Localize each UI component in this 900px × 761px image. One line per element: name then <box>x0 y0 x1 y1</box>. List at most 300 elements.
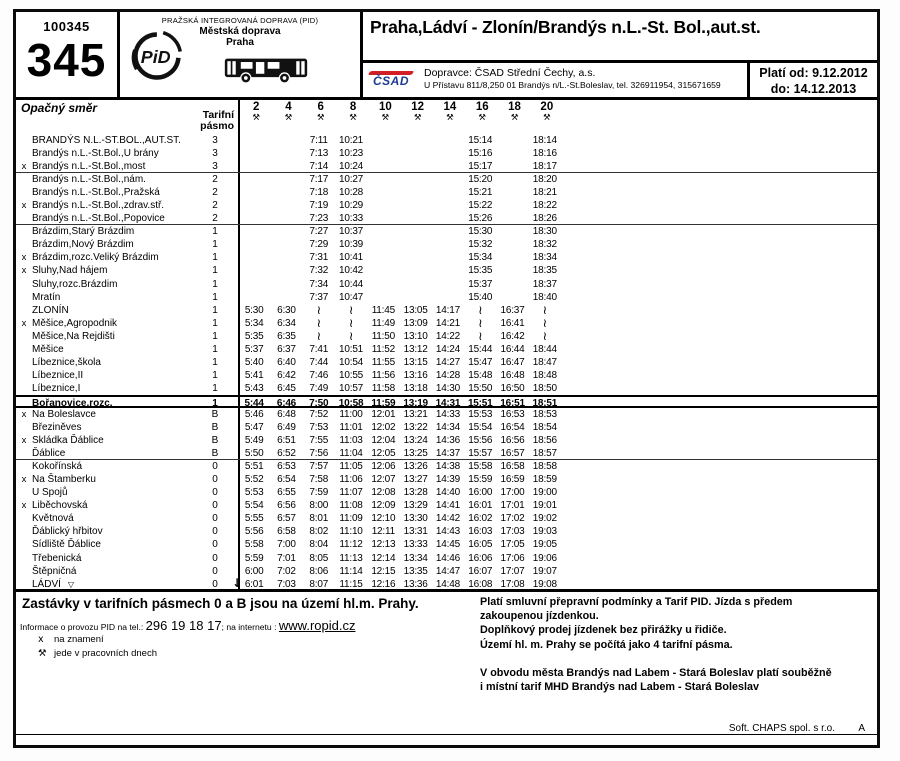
time-cell: 14:33 <box>435 409 460 420</box>
time-cell: 7:58 <box>309 474 329 486</box>
time-cell: 12:06 <box>371 461 396 473</box>
zone-value: 1 <box>212 239 218 251</box>
route-skip-symbol: ≀ <box>542 329 547 344</box>
time-cell: 7:02 <box>277 565 296 577</box>
time-cell: 6:51 <box>277 435 296 447</box>
route-skip-symbol: ≀ <box>316 303 321 318</box>
time-cell: 13:05 <box>403 304 428 316</box>
time-cell: 6:49 <box>277 422 296 434</box>
time-cell: 5:54 <box>244 500 264 512</box>
time-cell: 14:21 <box>435 317 460 329</box>
time-cell: 18:17 <box>532 161 557 173</box>
zone-value: B <box>211 409 219 420</box>
time-cell: 15:53 <box>468 409 493 420</box>
route-skip-symbol: ≀ <box>348 329 354 344</box>
time-cell: 11:55 <box>371 356 395 368</box>
time-cell: 15:26 <box>468 213 493 225</box>
hour-label: 18 <box>508 101 521 113</box>
stop-name: Květnová <box>32 513 74 525</box>
time-cell: 15:44 <box>468 343 493 355</box>
time-cell: 10:47 <box>339 291 364 303</box>
time-cell: 11:12 <box>339 539 363 551</box>
zone-value: 1 <box>212 304 218 316</box>
timetable-row <box>16 395 877 408</box>
time-cell: 10:33 <box>339 213 364 225</box>
zone-value: 3 <box>212 148 218 160</box>
timetable-row <box>16 565 877 578</box>
zones-note: Zastávky v tarifních pásmech 0 a B jsou na území hl.m. Prahy. <box>22 596 419 611</box>
time-cell: 19:07 <box>532 565 557 577</box>
time-cell: 14:42 <box>435 513 460 525</box>
time-cell: 6:56 <box>277 500 296 512</box>
time-cell: 13:18 <box>403 382 428 394</box>
time-cell: 16:47 <box>500 356 525 368</box>
time-cell: 14:39 <box>435 474 460 486</box>
route-title: Praha,Ládví - Zlonín/Brandýs n.L.-St. Bol.,aut.st. <box>370 17 761 37</box>
stop-name: Na Boleslavce <box>32 409 96 420</box>
workday-icon: ⚒ <box>446 113 454 123</box>
time-cell: 6:35 <box>277 330 296 342</box>
legend-symbol: ⚒ <box>38 648 47 659</box>
time-cell: 8:06 <box>309 565 329 577</box>
stop-name: LÁDVÍ ▽ <box>32 578 75 590</box>
stop-name: Sídliště Ďáblice <box>32 539 101 551</box>
stop-name: Kokořínská <box>32 461 83 473</box>
zone-value: 0 <box>212 526 218 538</box>
header-right <box>363 12 877 97</box>
timetable-row <box>16 486 877 499</box>
time-cell: 16:37 <box>500 304 525 316</box>
software-credit: Soft. CHAPS spol. s r.o. <box>728 723 835 734</box>
time-cell: 13:22 <box>403 422 428 434</box>
time-cell: 18:59 <box>532 474 557 486</box>
time-cell: 11:06 <box>339 474 363 486</box>
time-cell: 7:03 <box>277 578 296 590</box>
zone-value: 1 <box>212 343 218 355</box>
time-cell: 16:58 <box>500 461 525 473</box>
time-cell: 10:29 <box>339 200 364 212</box>
time-cell: 10:41 <box>339 252 364 264</box>
time-cell: 14:43 <box>435 526 460 538</box>
direction-label: Opačný směr <box>21 101 98 115</box>
hour-label: 10 <box>378 101 392 113</box>
zone-value: 1 <box>212 226 218 238</box>
time-cell: 7:23 <box>309 213 329 225</box>
conditions-line: V obvodu města Brandýs nad Labem - Stará Boleslav platí souběžně <box>480 667 832 680</box>
time-cell: 15:51 <box>467 397 493 409</box>
time-cell: 5:55 <box>244 513 264 525</box>
time-cell: 16:51 <box>500 397 525 409</box>
timetable-row <box>16 238 877 251</box>
bus-icon <box>224 56 308 89</box>
stop-name: Měšice <box>32 343 64 355</box>
time-cell: 18:20 <box>532 174 557 186</box>
time-cell: 6:34 <box>277 317 296 329</box>
time-cell: 6:45 <box>277 382 296 394</box>
request-stop-marker: x <box>21 317 27 329</box>
legend-text: jede v pracovních dnech <box>54 648 157 659</box>
time-cell: 14:40 <box>435 487 460 499</box>
time-cell: 5:40 <box>244 356 264 368</box>
route-skip-symbol: ≀ <box>316 316 321 331</box>
zone-value: 2 <box>212 174 218 186</box>
zone-header-line2: pásmo <box>200 120 234 132</box>
route-skip-symbol: ≀ <box>348 303 354 318</box>
timetable-row <box>16 304 877 317</box>
time-cell: 15:16 <box>468 148 493 160</box>
zone-value: 1 <box>212 265 218 277</box>
time-cell: 15:35 <box>468 265 493 277</box>
time-cell: 19:05 <box>532 539 557 551</box>
info-phone: 296 19 18 17 <box>145 618 222 633</box>
zone-value: 3 <box>212 161 218 173</box>
time-cell: 16:42 <box>500 330 525 342</box>
time-cell: 7:14 <box>309 161 329 173</box>
time-cell: 7:11 <box>309 135 328 147</box>
hour-column-header <box>466 101 498 123</box>
time-cell: 6:54 <box>277 474 296 486</box>
time-cell: 11:08 <box>339 500 363 512</box>
time-cell: 14:24 <box>435 343 460 355</box>
time-cell: 6:57 <box>277 513 296 525</box>
time-cell: 5:51 <box>244 461 264 473</box>
time-cell: 14:28 <box>435 369 460 381</box>
time-cell: 13:10 <box>403 330 428 342</box>
zone-value: B <box>211 448 219 460</box>
time-cell: 14:22 <box>435 330 460 342</box>
route-skip-symbol: ≀ <box>348 316 354 331</box>
time-cell: 11:01 <box>339 422 363 434</box>
route-skip-symbol: ≀ <box>478 316 483 331</box>
time-cell: 6:00 <box>244 565 264 577</box>
time-cell: 13:34 <box>403 552 428 564</box>
info-mid: ; na internetu : <box>221 622 277 632</box>
time-cell: 8:04 <box>309 539 329 551</box>
stop-name: Sluhy,rozc.Brázdim <box>32 278 118 290</box>
time-cell: 6:55 <box>277 487 296 499</box>
time-cell: 10:39 <box>339 239 364 251</box>
hour-column-header <box>498 101 530 123</box>
time-cell: 15:47 <box>468 356 493 368</box>
time-cell: 7:01 <box>277 552 296 564</box>
zone-value: 1 <box>212 252 218 264</box>
time-cell: 6:58 <box>277 526 296 538</box>
time-cell: 16:56 <box>500 435 525 447</box>
request-stop-marker: x <box>21 500 27 512</box>
time-cell: 11:50 <box>371 330 395 342</box>
zone-value: 0 <box>212 539 218 551</box>
time-cell: 11:45 <box>371 304 395 316</box>
time-cell: 18:44 <box>532 343 557 355</box>
request-stop-marker: x <box>21 409 27 420</box>
zone-value: 1 <box>212 397 218 409</box>
time-cell: 16:59 <box>500 474 525 486</box>
timetable-row <box>16 434 877 447</box>
time-cell: 7:50 <box>309 397 329 409</box>
direction-arrow-icon: ↓ <box>232 575 243 590</box>
conditions-line <box>480 652 869 666</box>
metro-icon: ▽ <box>67 579 75 589</box>
timetable-row <box>16 199 877 212</box>
time-cell: 7:31 <box>309 252 329 264</box>
pid-transport-type: Městská doprava <box>199 26 281 37</box>
route-skip-symbol: ≀ <box>478 303 483 318</box>
time-cell: 14:38 <box>435 461 460 473</box>
time-cell: 18:35 <box>532 265 557 277</box>
time-cell: 11:10 <box>339 526 363 538</box>
stop-name: Brázdim,Nový Brázdim <box>32 239 134 251</box>
hour-label: 20 <box>540 101 554 113</box>
time-cell: 13:15 <box>403 356 428 368</box>
stop-rows <box>16 134 877 591</box>
zone-value: 0 <box>212 565 218 577</box>
time-cell: 12:16 <box>371 578 396 590</box>
time-cell: 17:00 <box>500 487 525 499</box>
time-cell: 17:01 <box>500 500 525 512</box>
time-cell: 12:07 <box>371 474 396 486</box>
time-cell: 16:44 <box>500 343 525 355</box>
timetable-row <box>16 512 877 525</box>
time-cell: 10:23 <box>339 148 364 160</box>
stop-name: Brázdim,rozc.Veliký Brázdim <box>32 252 159 264</box>
time-cell: 14:31 <box>435 397 461 409</box>
request-stop-marker: x <box>21 252 27 264</box>
timetable-row <box>16 186 877 199</box>
time-cell: 18:30 <box>532 226 557 238</box>
time-cell: 10:21 <box>339 135 364 147</box>
zone-value: 2 <box>212 187 218 199</box>
time-cell: 18:26 <box>532 213 557 225</box>
stop-name: Liběchovská <box>32 500 88 512</box>
legend <box>38 633 157 661</box>
legend-symbol: x <box>38 634 44 645</box>
time-cell: 13:28 <box>403 487 428 499</box>
time-cell: 14:45 <box>435 539 460 551</box>
time-cell: 16:50 <box>500 382 525 394</box>
time-cell: 13:36 <box>403 578 428 590</box>
time-cell: 7:17 <box>309 174 329 186</box>
timetable-row <box>16 147 877 160</box>
workday-icon: ⚒ <box>413 113 422 123</box>
time-cell: 10:28 <box>339 187 364 199</box>
info-prefix: Informace o provozu PID na tel.: <box>20 622 144 632</box>
time-cell: 15:57 <box>468 448 493 460</box>
zone-value: 1 <box>212 330 218 342</box>
time-cell: 14:17 <box>435 304 460 316</box>
zone-value: 0 <box>212 487 218 499</box>
time-cell: 18:40 <box>532 291 557 303</box>
zone-value: 1 <box>212 369 218 381</box>
header <box>16 12 877 100</box>
info-website-link: www.ropid.cz <box>278 618 356 633</box>
time-cell: 19:01 <box>532 500 557 512</box>
time-cell: 12:09 <box>371 500 396 512</box>
timetable-row <box>16 173 877 186</box>
request-stop-marker: x <box>21 265 27 277</box>
stop-name: Brandýs n.L.-St.Bol.,Pražská <box>32 187 160 199</box>
time-cell: 14:46 <box>435 552 460 564</box>
stop-name: Brandýs n.L.-St.Bol.,Popovice <box>32 213 165 225</box>
timetable-row <box>16 343 877 356</box>
time-cell: 5:50 <box>244 448 264 460</box>
zone-value: 2 <box>212 213 218 225</box>
conditions-line: Platí smluvní přepravní podmínky a Tarif PID. Jízda s předem <box>480 596 793 608</box>
time-cell: 12:08 <box>371 487 396 499</box>
time-cell: 19:08 <box>532 578 557 590</box>
time-cell: 13:24 <box>403 435 428 447</box>
time-cell: 11:04 <box>339 448 363 460</box>
time-cell: 10:27 <box>339 174 364 186</box>
stop-name: U Spojů <box>32 487 68 499</box>
time-cell: 6:42 <box>277 369 296 381</box>
time-cell: 13:35 <box>403 565 428 577</box>
time-cell: 15:21 <box>468 187 493 199</box>
time-cell: 17:03 <box>500 526 525 538</box>
time-cell: 15:58 <box>468 461 493 473</box>
zone-value: 0 <box>212 578 218 590</box>
stop-name: Brandýs n.L.-St.Bol.,zdrav.stř. <box>32 200 165 212</box>
time-cell: 16:07 <box>468 565 493 577</box>
timetable-row <box>16 330 877 343</box>
time-cell: 7:32 <box>309 265 329 277</box>
sheet-code: A <box>858 723 865 734</box>
time-cell: 11:09 <box>339 513 363 525</box>
time-cell: 8:05 <box>309 552 329 564</box>
timetable-sheet <box>13 9 880 748</box>
time-cell: 18:54 <box>532 422 557 434</box>
workday-icon: ⚒ <box>543 113 551 123</box>
request-stop-marker: x <box>21 435 27 447</box>
pid-box <box>120 12 363 97</box>
workday-icon: ⚒ <box>349 113 357 123</box>
time-cell: 17:06 <box>500 552 525 564</box>
request-stop-marker: x <box>21 474 27 486</box>
zone-column-header <box>156 110 234 132</box>
carrier-box <box>363 63 747 97</box>
time-cell: 11:03 <box>339 435 363 447</box>
legend-text: na znamení <box>54 634 104 645</box>
footer <box>16 592 877 741</box>
time-cell: 18:22 <box>532 200 557 212</box>
line-number-box <box>16 12 120 97</box>
timetable-row <box>16 473 877 486</box>
time-cell: 5:53 <box>244 487 264 499</box>
zone-value: 1 <box>212 278 218 290</box>
stop-name: Třebenická <box>32 552 82 564</box>
time-cell: 13:12 <box>403 343 428 355</box>
stop-name: Brandýs n.L.-St.Bol.,U brány <box>32 148 159 160</box>
time-cell: 7:18 <box>309 187 329 199</box>
stop-name: Brandýs n.L.-St.Bol.,nám. <box>32 174 146 186</box>
time-cell: 18:34 <box>532 252 557 264</box>
stop-name: Brandýs n.L.-St.Bol.,most <box>32 161 146 173</box>
stop-name: Ďáblický hřbitov <box>32 526 103 538</box>
time-cell: 12:10 <box>371 513 396 525</box>
stop-name: Skládka Ďáblice <box>32 435 104 447</box>
time-cell: 6:30 <box>277 304 296 316</box>
time-cell: 5:43 <box>244 382 264 394</box>
time-cell: 7:19 <box>309 200 329 212</box>
time-cell: 18:57 <box>532 448 557 460</box>
time-cell: 18:56 <box>532 435 557 447</box>
time-cell: 14:27 <box>435 356 460 368</box>
time-cell: 13:30 <box>403 513 428 525</box>
time-cell: 11:59 <box>371 397 396 409</box>
time-cell: 7:52 <box>309 409 329 420</box>
stop-name: Ďáblice <box>32 448 66 460</box>
time-cell: 16:05 <box>468 539 493 551</box>
time-cell: 18:21 <box>532 187 557 199</box>
hour-label: 12 <box>411 101 425 113</box>
time-cell: 17:07 <box>500 565 525 577</box>
pid-logo-icon <box>129 30 183 87</box>
time-cell: 5:47 <box>244 422 264 434</box>
time-cell: 15:20 <box>468 174 493 186</box>
stop-name: Brázdim,Starý Brázdim <box>32 226 135 238</box>
hour-label: 8 <box>349 101 357 113</box>
time-cell: 18:51 <box>532 397 558 409</box>
stop-name: Líbeznice,škola <box>32 356 101 368</box>
time-cell: 12:13 <box>371 539 396 551</box>
route-id: 100345 <box>43 19 90 34</box>
stop-name: Měšice,Na Rejdišti <box>32 330 115 342</box>
request-stop-marker: x <box>21 200 27 212</box>
hour-label: 2 <box>252 101 260 113</box>
carrier-text <box>424 67 721 91</box>
time-cell: 11:52 <box>371 343 395 355</box>
time-cell: 11:14 <box>339 565 363 577</box>
time-cell: 15:40 <box>468 291 493 303</box>
time-cell: 5:49 <box>244 435 264 447</box>
stop-name: BRANDÝS N.L.-ST.BOL.,AUT.ST. <box>32 135 181 147</box>
time-cell: 18:32 <box>532 239 557 251</box>
time-cell: 15:30 <box>468 226 493 238</box>
time-cell: 12:01 <box>371 409 396 420</box>
time-cell: 17:05 <box>500 539 525 551</box>
time-cell: 5:34 <box>244 317 264 329</box>
time-cell: 11:13 <box>339 552 363 564</box>
time-cell: 16:03 <box>468 526 493 538</box>
time-cell: 8:01 <box>309 513 329 525</box>
time-cell: 12:11 <box>371 526 395 538</box>
time-cell: 11:49 <box>371 317 395 329</box>
timetable-row <box>16 447 877 460</box>
csad-logo-text: ČSAD <box>373 74 410 88</box>
time-cell: 16:01 <box>468 500 493 512</box>
time-cell: 14:36 <box>435 435 460 447</box>
stop-name: ZLONÍN <box>32 304 69 316</box>
time-cell: 7:46 <box>309 369 329 381</box>
zone-value: B <box>211 422 219 434</box>
hours-header <box>240 101 563 123</box>
time-cell: 11:58 <box>371 382 395 394</box>
workday-icon: ⚒ <box>510 113 519 123</box>
time-cell: 5:59 <box>244 552 264 564</box>
zone-value: 2 <box>212 200 218 212</box>
time-cell: 15:56 <box>468 435 493 447</box>
legend-item <box>38 647 157 661</box>
time-cell: 15:37 <box>468 278 493 290</box>
time-cell: 6:01 <box>244 578 264 590</box>
time-cell: 5:44 <box>244 397 264 409</box>
conditions-line: i místní tarif MHD Brandýs nad Labem - Stará Boleslav <box>480 681 759 694</box>
pid-logo-text: PiD <box>140 47 171 68</box>
time-cell: 14:30 <box>435 382 460 394</box>
conditions-text <box>480 595 869 694</box>
time-cell: 14:41 <box>435 500 460 512</box>
time-cell: 12:15 <box>371 565 396 577</box>
carrier-name: Dopravce: ČSAD Střední Čechy, a.s. <box>424 67 596 79</box>
